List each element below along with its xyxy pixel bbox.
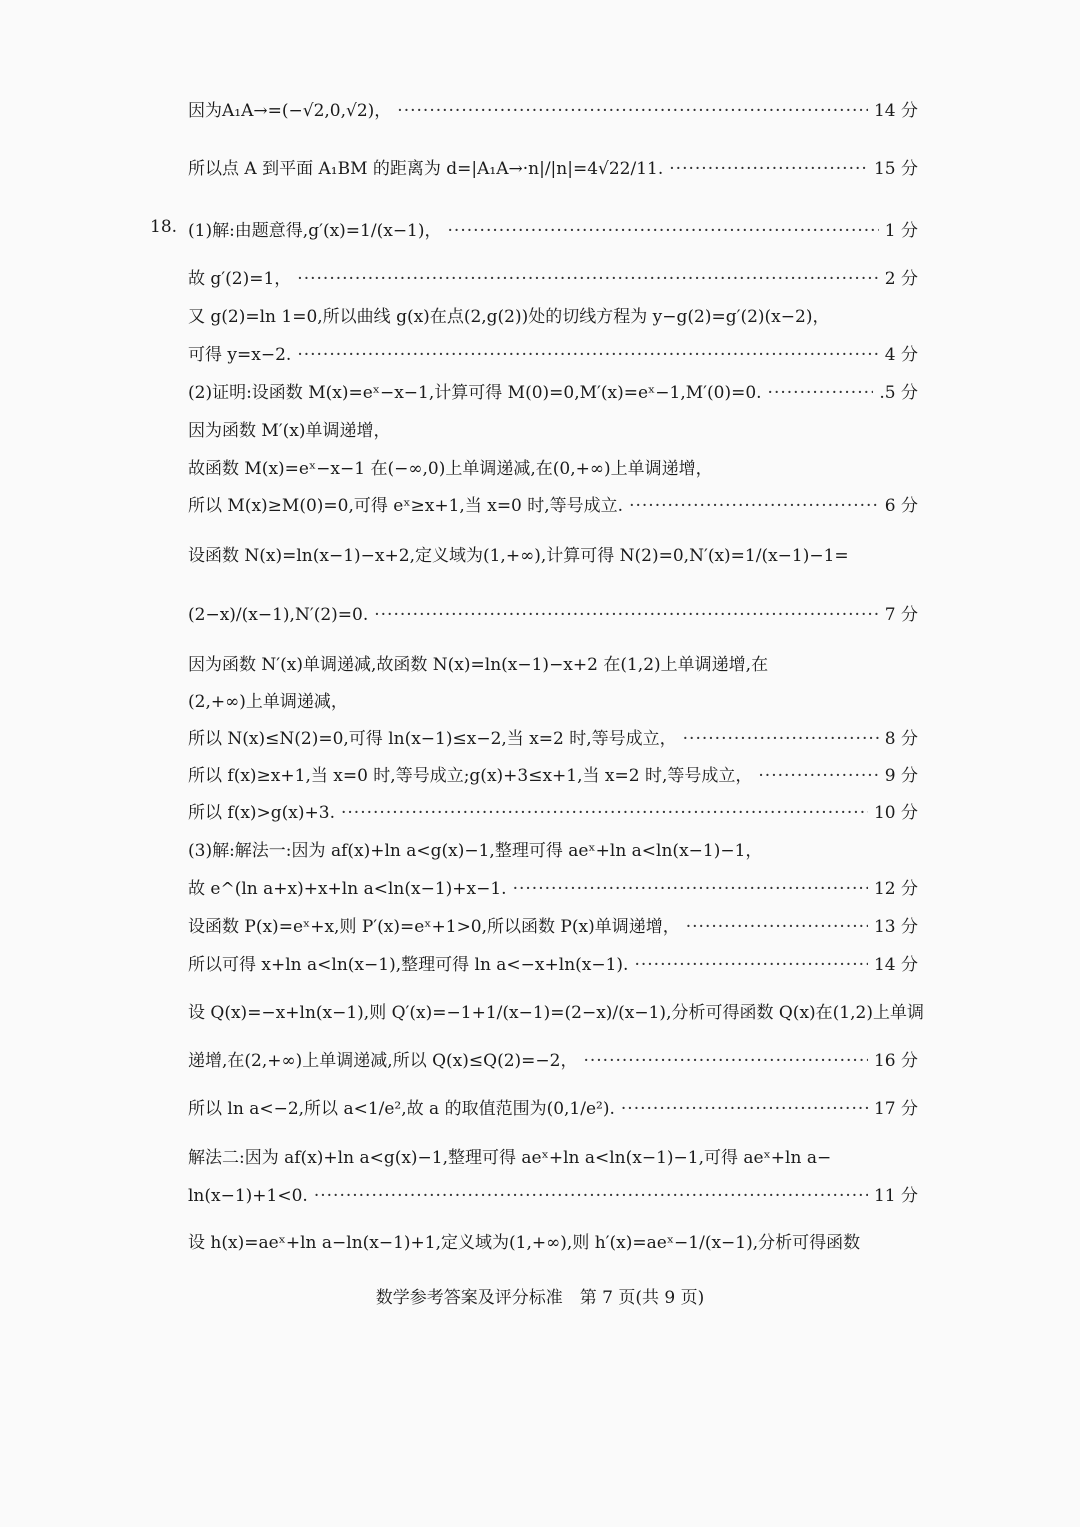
leader-dots <box>669 159 868 179</box>
answer-line <box>188 541 918 566</box>
answer-line <box>188 491 918 516</box>
answer-line <box>188 874 918 899</box>
answer-line <box>188 1181 918 1206</box>
line-text: 又 g(2)=ln 1=0,所以曲线 g(x)在点(2,g(2))处的切线方程为 y−g(2)=g′(2)(x−2)， <box>188 307 830 327</box>
line-text: 所以 f(x)>g(x)+3. <box>188 803 335 823</box>
line-text: (2−x)/(x−1),N′(2)=0. <box>188 605 369 625</box>
answer-line <box>188 687 918 712</box>
leader-dots <box>513 879 868 899</box>
answer-line <box>188 1228 918 1253</box>
leader-dots <box>341 803 868 823</box>
answer-line <box>188 416 918 441</box>
leader-dots <box>314 1186 868 1206</box>
question-number: 18. <box>150 217 178 237</box>
answer-line <box>188 998 924 1023</box>
score-label: 15 分 <box>873 159 918 179</box>
answer-line <box>188 761 918 786</box>
answer-line <box>188 600 918 625</box>
leader-dots <box>374 605 879 625</box>
line-text: ln(x−1)+1<0. <box>188 1186 308 1206</box>
score-label: 1 分 <box>884 221 918 241</box>
leader-dots <box>634 955 867 975</box>
answer-line <box>188 340 918 365</box>
score-label: 4 分 <box>884 345 918 365</box>
line-text: 故函数 M(x)=eˣ−x−1 在(−∞,0)上单调递减,在(0,+∞)上单调递增， <box>188 459 713 479</box>
line-text: (3)解:解法一:因为 af(x)+ln a<g(x)−1,整理可得 aeˣ+ln a<ln(x−1)−1， <box>188 841 763 861</box>
score-label: .5 分 <box>879 383 918 403</box>
score-label: 2 分 <box>884 269 918 289</box>
line-text: 所以 M(x)≥M(0)=0,可得 eˣ≥x+1,当 x=0 时,等号成立. <box>188 496 624 516</box>
line-text: 可得 y=x−2. <box>188 345 292 365</box>
answer-line <box>188 1046 918 1071</box>
line-text: 所以 ln a<−2,所以 a<1/e²,故 a 的取值范围为(0,1/e²). <box>188 1099 615 1119</box>
score-label: 12 分 <box>873 879 918 899</box>
leader-dots <box>621 1099 868 1119</box>
score-label: 11 分 <box>873 1186 918 1206</box>
line-text: 所以可得 x+ln a<ln(x−1),整理可得 ln a<−x+ln(x−1). <box>188 955 629 975</box>
line-text: 设 h(x)=aeˣ+ln a−ln(x−1)+1,定义域为(1,+∞),则 h′(x)=aeˣ−1/(x−1),分析可得函数 <box>188 1233 861 1253</box>
line-text: 解法二:因为 af(x)+ln a<g(x)−1,整理可得 aeˣ+ln a<ln(x−1)−1,可得 aeˣ+ln a− <box>188 1148 832 1168</box>
score-label: 6 分 <box>884 496 918 516</box>
line-text: 递增,在(2,+∞)上单调递减,所以 Q(x)≤Q(2)=−2， <box>188 1051 578 1071</box>
score-label: 10 分 <box>873 803 918 823</box>
line-text: 故 e^(ln a+x)+x+ln a<ln(x−1)+x−1. <box>188 879 507 899</box>
score-label: 14 分 <box>873 101 918 121</box>
line-text: 所以点 A 到平面 A₁BM 的距离为 d=|A₁A→·n|/|n|=4√22/11. <box>188 159 664 179</box>
answer-line <box>188 454 918 479</box>
line-text: 设函数 P(x)=eˣ+x,则 P′(x)=eˣ+1>0,所以函数 P(x)单调递增， <box>188 917 680 937</box>
answer-line <box>188 96 918 121</box>
score-label: 17 分 <box>873 1099 918 1119</box>
line-text: 设函数 N(x)=ln(x−1)−x+2,定义域为(1,+∞),计算可得 N(2)=0,N′(x)=1/(x−1)−1= <box>188 546 849 566</box>
answer-line <box>188 798 918 823</box>
answer-line <box>188 724 918 749</box>
leader-dots <box>583 1051 867 1071</box>
answer-line <box>188 1143 918 1168</box>
score-label: 16 分 <box>873 1051 918 1071</box>
answer-line <box>188 912 918 937</box>
line-text: 设 Q(x)=−x+ln(x−1),则 Q′(x)=−1+1/(x−1)=(2−x)/(x−1),分析可得函数 Q(x)在(1,2)上单调 <box>188 1003 924 1023</box>
answer-line <box>188 264 918 289</box>
line-text: 故 g′(2)=1， <box>188 269 292 289</box>
leader-dots <box>397 101 868 121</box>
line-text: (2)证明:设函数 M(x)=eˣ−x−1,计算可得 M(0)=0,M′(x)=eˣ−1,M′(0)=0. <box>188 383 762 403</box>
line-text: 所以 N(x)≤N(2)=0,可得 ln(x−1)≤x−2,当 x=2 时,等号成立， <box>188 729 677 749</box>
answer-line <box>188 836 918 861</box>
leader-dots <box>448 221 879 241</box>
line-text: 因为函数 N′(x)单调递减,故函数 N(x)=ln(x−1)−x+2 在(1,2)上单调递增,在 <box>188 655 769 675</box>
leader-dots <box>297 269 878 289</box>
leader-dots <box>297 345 878 365</box>
leader-dots <box>768 383 874 403</box>
score-label: 13 分 <box>873 917 918 937</box>
leader-dots <box>758 766 878 786</box>
line-text: 所以 f(x)≥x+1,当 x=0 时,等号成立;g(x)+3≤x+1,当 x=2 时,等号成立， <box>188 766 753 786</box>
answer-line <box>188 154 918 179</box>
score-label: 9 分 <box>884 766 918 786</box>
answer-line <box>188 1094 918 1119</box>
leader-dots <box>629 496 879 516</box>
page-footer: 数学参考答案及评分标准 第 7 页(共 9 页) <box>375 1288 705 1308</box>
score-label: 14 分 <box>873 955 918 975</box>
score-label: 7 分 <box>884 605 918 625</box>
answer-line <box>188 650 918 675</box>
line-text: 因为A₁A→=(−√2,0,√2)， <box>188 101 392 121</box>
line-text: (2,+∞)上单调递减， <box>188 692 348 712</box>
line-text: (1)解:由题意得,g′(x)=1/(x−1)， <box>188 221 442 241</box>
leader-dots <box>686 917 868 937</box>
leader-dots <box>683 729 879 749</box>
answer-line <box>188 216 918 241</box>
answer-line <box>188 378 918 403</box>
score-label: 8 分 <box>884 729 918 749</box>
line-text: 因为函数 M′(x)单调递增， <box>188 421 391 441</box>
answer-line <box>188 302 918 327</box>
answer-line <box>188 950 918 975</box>
